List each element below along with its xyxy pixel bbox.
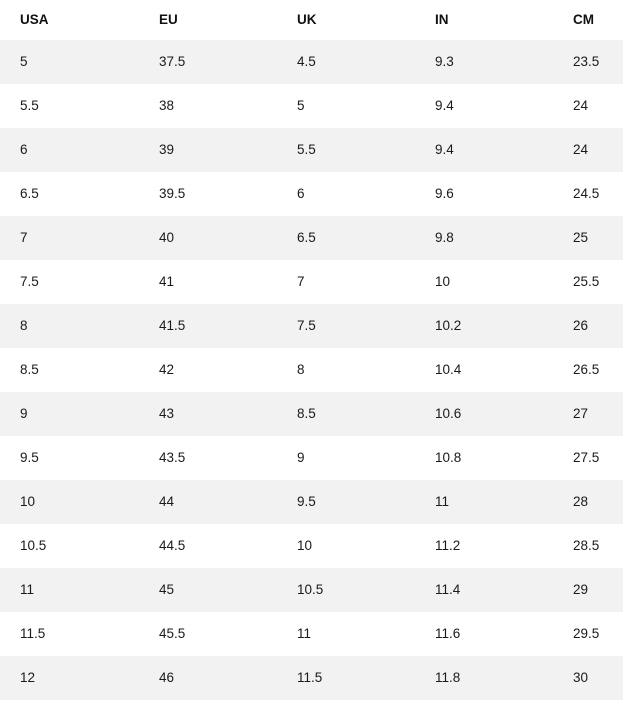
cell-eu: 42 <box>141 348 279 392</box>
cell-cm: 27.5 <box>555 436 623 480</box>
cell-in: 9.3 <box>417 40 555 84</box>
cell-eu: 38 <box>141 84 279 128</box>
cell-uk: 11 <box>279 612 417 656</box>
cell-cm: 28 <box>555 480 623 524</box>
cell-uk: 9 <box>279 436 417 480</box>
cell-eu: 44 <box>141 480 279 524</box>
cell-eu: 44.5 <box>141 524 279 568</box>
cell-eu: 39 <box>141 128 279 172</box>
cell-in: 10.8 <box>417 436 555 480</box>
table-row <box>0 568 623 612</box>
cell-uk: 7 <box>279 260 417 304</box>
cell-uk: 10.5 <box>279 568 417 612</box>
cell-in: 11.2 <box>417 524 555 568</box>
cell-uk: 9.5 <box>279 480 417 524</box>
table-row <box>0 216 623 260</box>
cell-eu: 37.5 <box>141 40 279 84</box>
cell-uk: 11.5 <box>279 656 417 700</box>
column-header-eu: EU <box>141 0 279 40</box>
cell-cm: 27 <box>555 392 623 436</box>
cell-eu: 45 <box>141 568 279 612</box>
cell-usa: 9.5 <box>0 436 141 480</box>
table-row <box>0 40 623 84</box>
table-row <box>0 128 623 172</box>
table-row <box>0 260 623 304</box>
cell-in: 10.6 <box>417 392 555 436</box>
cell-usa: 7.5 <box>0 260 141 304</box>
cell-in: 10.4 <box>417 348 555 392</box>
cell-uk: 6.5 <box>279 216 417 260</box>
cell-cm: 24 <box>555 84 623 128</box>
cell-cm: 30 <box>555 656 623 700</box>
cell-usa: 10.5 <box>0 524 141 568</box>
cell-eu: 45.5 <box>141 612 279 656</box>
cell-in: 9.8 <box>417 216 555 260</box>
cell-usa: 6 <box>0 128 141 172</box>
table-row <box>0 304 623 348</box>
cell-uk: 8.5 <box>279 392 417 436</box>
cell-eu: 46 <box>141 656 279 700</box>
cell-in: 10 <box>417 260 555 304</box>
cell-uk: 5 <box>279 84 417 128</box>
cell-eu: 41.5 <box>141 304 279 348</box>
cell-cm: 24.5 <box>555 172 623 216</box>
cell-in: 11.6 <box>417 612 555 656</box>
table-row <box>0 392 623 436</box>
cell-uk: 10 <box>279 524 417 568</box>
cell-uk: 7.5 <box>279 304 417 348</box>
cell-in: 9.4 <box>417 84 555 128</box>
column-header-usa: USA <box>0 0 141 40</box>
cell-eu: 39.5 <box>141 172 279 216</box>
cell-uk: 6 <box>279 172 417 216</box>
table-row <box>0 84 623 128</box>
table-row <box>0 480 623 524</box>
table-body <box>0 40 623 700</box>
cell-usa: 11 <box>0 568 141 612</box>
cell-usa: 6.5 <box>0 172 141 216</box>
table-header-row <box>0 0 623 40</box>
cell-eu: 43 <box>141 392 279 436</box>
cell-eu: 43.5 <box>141 436 279 480</box>
table-row <box>0 524 623 568</box>
cell-cm: 28.5 <box>555 524 623 568</box>
cell-uk: 8 <box>279 348 417 392</box>
column-header-cm: CM <box>555 0 623 40</box>
cell-uk: 4.5 <box>279 40 417 84</box>
cell-cm: 29 <box>555 568 623 612</box>
cell-uk: 5.5 <box>279 128 417 172</box>
cell-in: 9.6 <box>417 172 555 216</box>
column-header-in: IN <box>417 0 555 40</box>
cell-cm: 24 <box>555 128 623 172</box>
table-header <box>0 0 623 40</box>
cell-cm: 25 <box>555 216 623 260</box>
table-row <box>0 656 623 700</box>
cell-in: 11.4 <box>417 568 555 612</box>
table-row <box>0 436 623 480</box>
table-row <box>0 348 623 392</box>
cell-cm: 26.5 <box>555 348 623 392</box>
cell-usa: 8 <box>0 304 141 348</box>
table-row <box>0 612 623 656</box>
cell-eu: 40 <box>141 216 279 260</box>
cell-cm: 25.5 <box>555 260 623 304</box>
cell-usa: 5.5 <box>0 84 141 128</box>
cell-usa: 9 <box>0 392 141 436</box>
cell-cm: 26 <box>555 304 623 348</box>
cell-usa: 12 <box>0 656 141 700</box>
cell-usa: 8.5 <box>0 348 141 392</box>
cell-in: 9.4 <box>417 128 555 172</box>
cell-usa: 11.5 <box>0 612 141 656</box>
table-row <box>0 172 623 216</box>
cell-eu: 41 <box>141 260 279 304</box>
cell-usa: 5 <box>0 40 141 84</box>
cell-usa: 10 <box>0 480 141 524</box>
cell-usa: 7 <box>0 216 141 260</box>
cell-cm: 23.5 <box>555 40 623 84</box>
column-header-uk: UK <box>279 0 417 40</box>
cell-in: 11 <box>417 480 555 524</box>
cell-in: 10.2 <box>417 304 555 348</box>
cell-in: 11.8 <box>417 656 555 700</box>
cell-cm: 29.5 <box>555 612 623 656</box>
